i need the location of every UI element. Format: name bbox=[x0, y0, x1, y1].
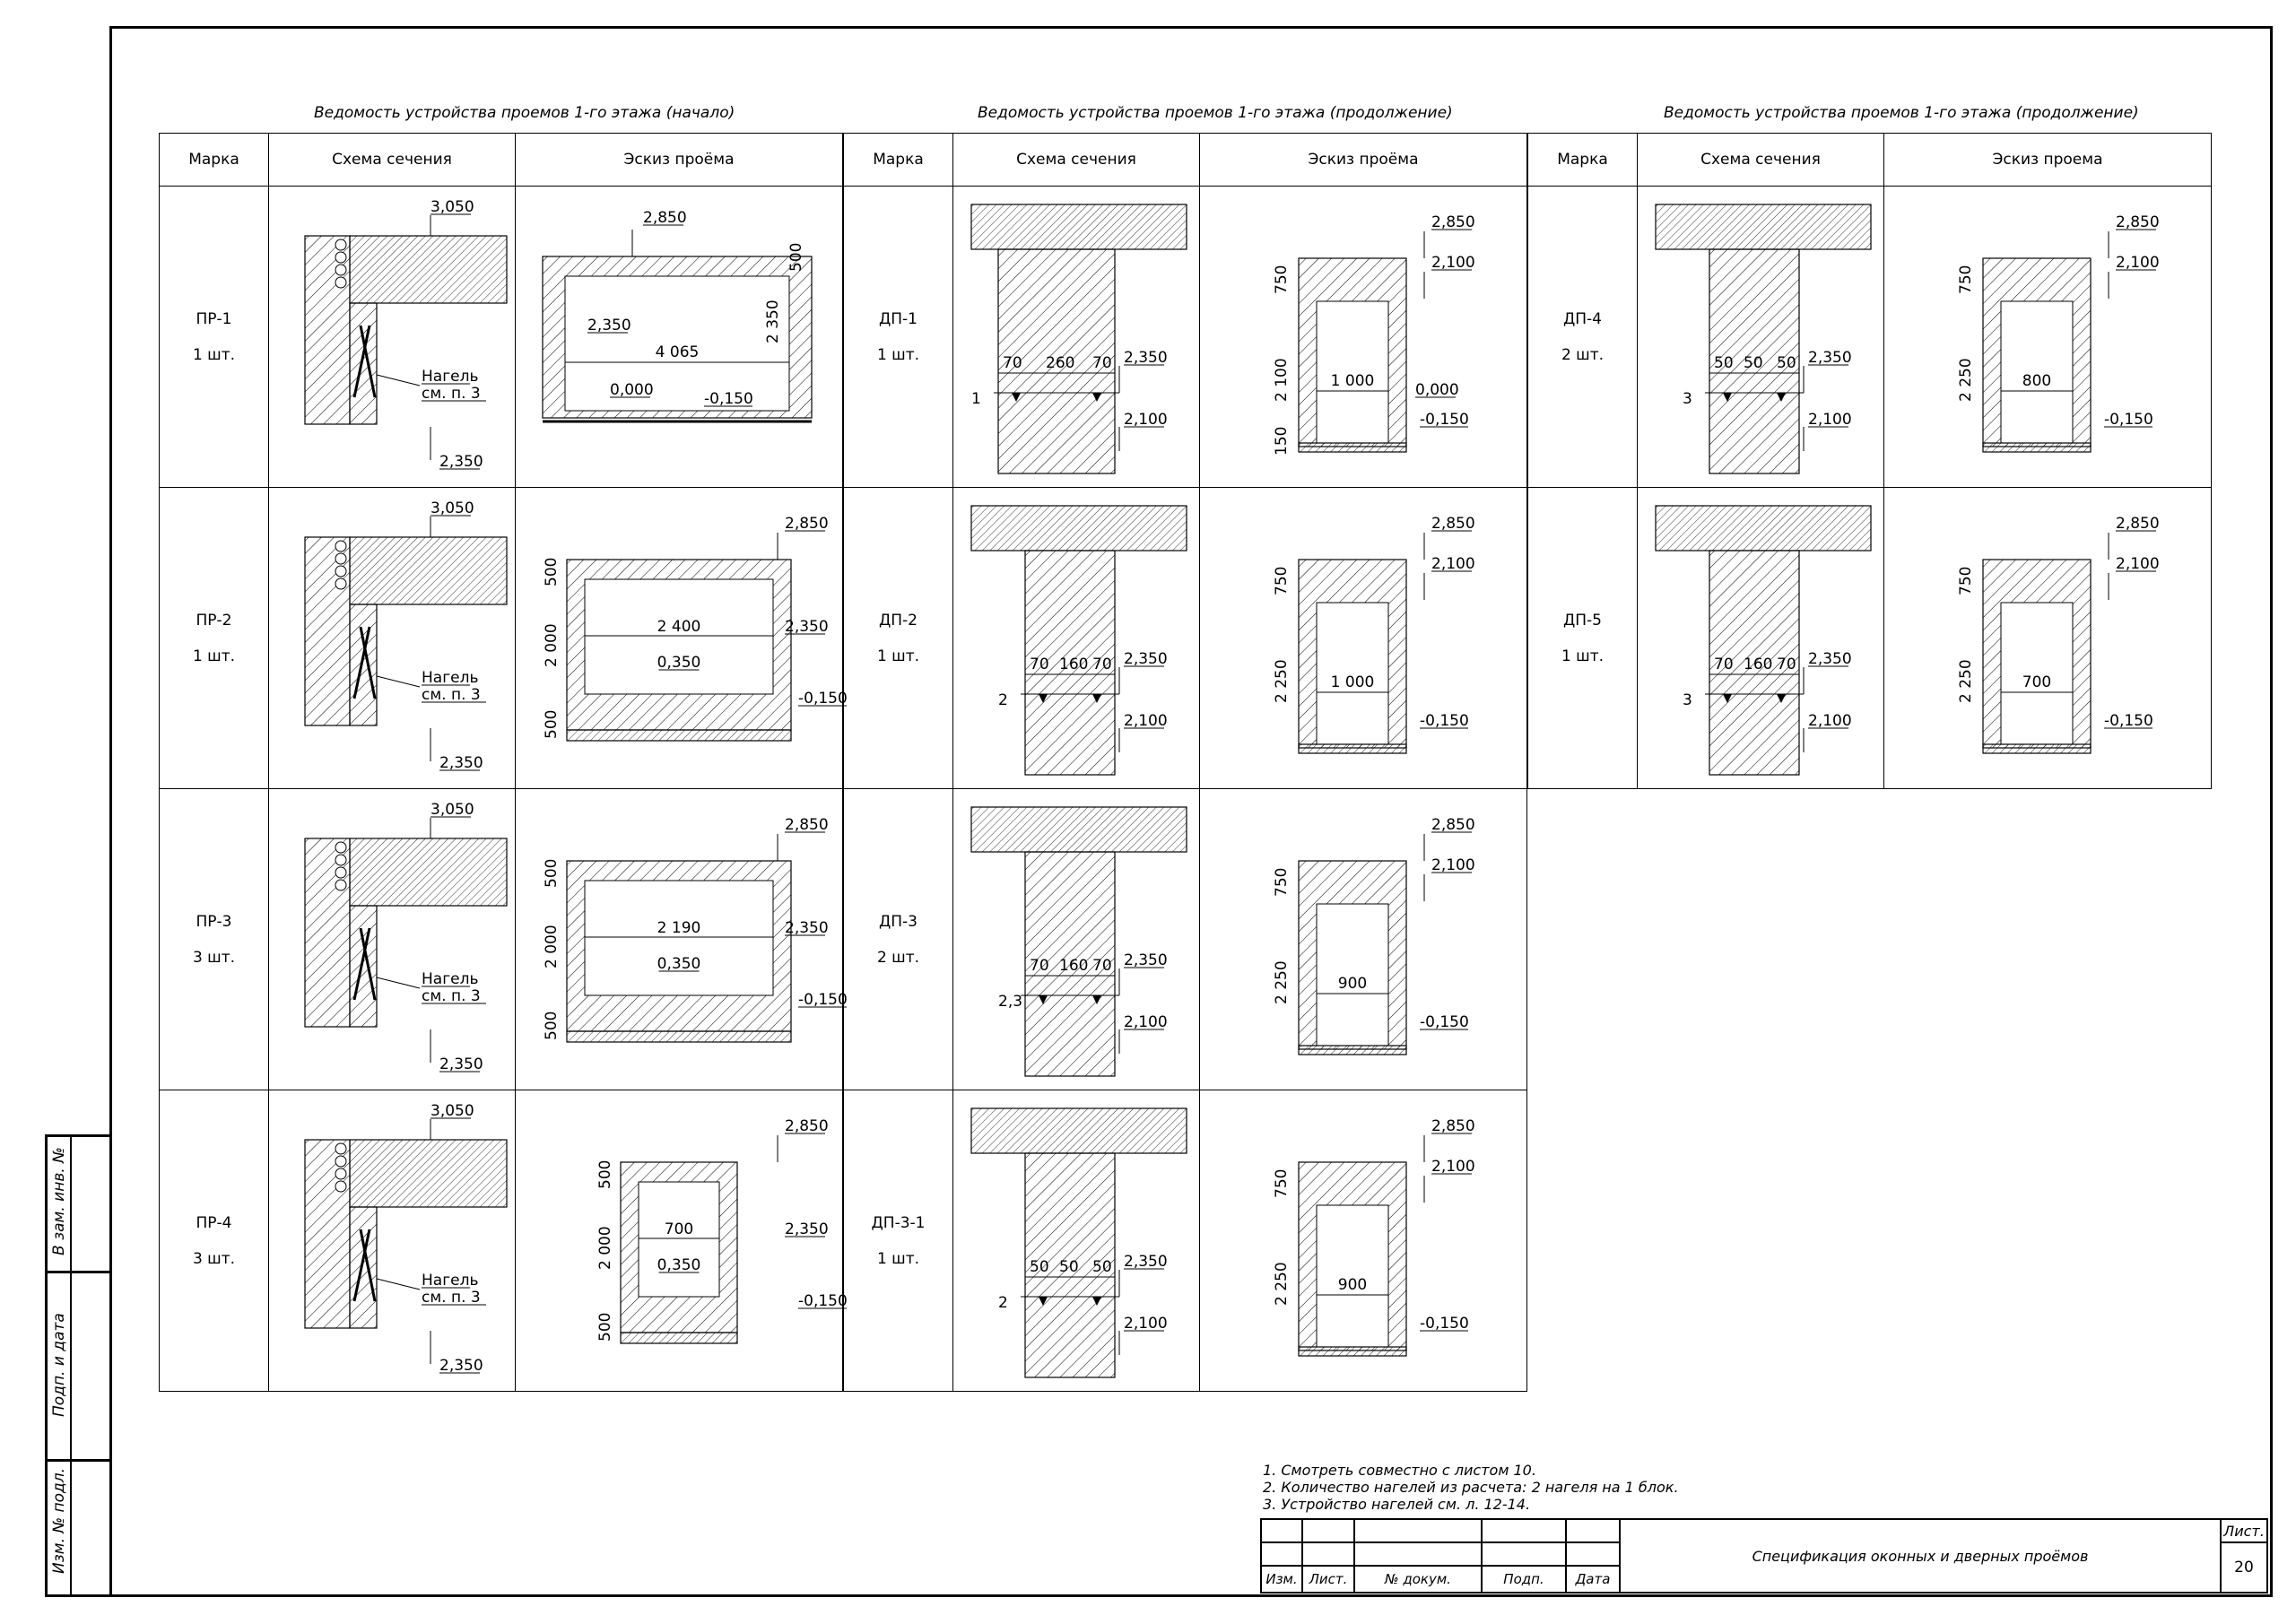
hatched-masonry bbox=[350, 1207, 377, 1328]
dimension-label: 500 bbox=[543, 709, 561, 739]
dimension-label: 2,850 bbox=[1431, 816, 1475, 834]
qty-label: 1 шт. bbox=[876, 1249, 920, 1268]
rebar-circle bbox=[335, 553, 346, 564]
dimension-label: 3,050 bbox=[430, 499, 474, 517]
table-row bbox=[1528, 488, 2212, 789]
dimension-label: 0,350 bbox=[657, 955, 701, 973]
dimension-label: Нагель bbox=[422, 368, 479, 386]
dimension-label: 2 250 bbox=[1273, 659, 1291, 703]
dimension-label: 3 bbox=[1683, 390, 1692, 408]
hatched-masonry bbox=[350, 537, 507, 604]
col-header: Марка bbox=[844, 134, 953, 187]
dimension-label: -0,150 bbox=[1420, 712, 1469, 730]
opening-sketch bbox=[516, 789, 848, 1090]
general-notes bbox=[1263, 1462, 1679, 1513]
hatched-masonry bbox=[350, 303, 377, 424]
dimension-label: 800 bbox=[2022, 372, 2052, 390]
dimension-label: 160 bbox=[1059, 957, 1089, 975]
dimension-label: 2,850 bbox=[643, 209, 687, 227]
table-row bbox=[844, 187, 1527, 488]
mark-label: ДП-3 bbox=[878, 912, 918, 931]
opening-sketch bbox=[1200, 187, 1526, 487]
col-header: Эскиз проёма bbox=[1200, 134, 1527, 187]
rebar-circle bbox=[335, 880, 346, 890]
dimension-label: 2,350 bbox=[1124, 1253, 1168, 1271]
dimension-label: 700 bbox=[2022, 673, 2052, 691]
dimension-label: 3,050 bbox=[430, 801, 474, 819]
opening-sketch bbox=[1884, 187, 2211, 487]
mark-label: ДП-3-1 bbox=[871, 1213, 926, 1232]
note-line: 1. Смотреть совместно с листом 10. bbox=[1263, 1462, 1536, 1479]
section-drawing bbox=[269, 187, 515, 487]
dimension-label: 2,100 bbox=[1431, 555, 1475, 573]
rebar-circle bbox=[335, 566, 346, 577]
dimension-label: 750 bbox=[1273, 1168, 1291, 1198]
hatched-masonry bbox=[350, 1140, 507, 1207]
hatched-masonry bbox=[1983, 443, 2091, 452]
section-drawing bbox=[269, 789, 515, 1090]
rebar-circle bbox=[335, 578, 346, 589]
table-row bbox=[844, 1090, 1527, 1392]
dimension-label: 70 bbox=[1092, 957, 1112, 975]
drawing-line bbox=[377, 375, 420, 386]
dimension-label: 0,000 bbox=[610, 381, 654, 399]
col-header: Марка bbox=[1528, 134, 1638, 187]
dimension-label: 160 bbox=[1059, 656, 1089, 673]
dimension-label: 2,850 bbox=[785, 515, 829, 533]
dimension-label: 500 bbox=[787, 242, 805, 272]
dimension-label: 2,350 bbox=[1808, 650, 1852, 668]
dimension-label: 4 065 bbox=[655, 343, 700, 361]
dimension-label: 2 100 bbox=[1273, 358, 1291, 402]
dimension-label: 2,850 bbox=[785, 1117, 829, 1135]
dimension-label: 750 bbox=[1957, 265, 1975, 294]
dimension-label: -0,150 bbox=[798, 991, 848, 1009]
hatched-masonry bbox=[1299, 1347, 1406, 1356]
qty-label: 2 шт. bbox=[876, 948, 920, 967]
dimension-label: 750 bbox=[1273, 265, 1291, 294]
dimension-label: см. п. 3 bbox=[422, 987, 481, 1005]
rebar-circle bbox=[335, 1143, 346, 1154]
opening-sketch bbox=[1200, 1090, 1526, 1391]
hatched-masonry bbox=[1299, 443, 1406, 452]
hatched-masonry bbox=[567, 1031, 791, 1042]
dimension-label: 70 bbox=[1003, 354, 1022, 372]
stamp-col: Лист. bbox=[1302, 1566, 1354, 1593]
qty-label: 1 шт. bbox=[876, 345, 920, 364]
dimension-label: 900 bbox=[1337, 1276, 1368, 1294]
col-header: Схема сечения bbox=[953, 134, 1200, 187]
rebar-circle bbox=[335, 842, 346, 853]
col-header: Схема сечения bbox=[1638, 134, 1884, 187]
title-block bbox=[1260, 1518, 2268, 1594]
mark-label: ПР-4 bbox=[196, 1213, 232, 1232]
dimension-label: Нагель bbox=[422, 669, 479, 687]
qty-label: 2 шт. bbox=[1561, 345, 1605, 364]
dimension-label: -0,150 bbox=[2104, 712, 2153, 730]
note-line: 2. Количество нагелей из расчета: 2 нагеля на 1 блок. bbox=[1263, 1479, 1679, 1496]
dimension-label: 50 bbox=[1092, 1258, 1112, 1276]
dimension-label: 2,100 bbox=[1431, 856, 1475, 874]
hatched-masonry bbox=[971, 506, 1187, 551]
table-row bbox=[1528, 187, 2212, 488]
dimension-label: 2,350 bbox=[1808, 349, 1852, 367]
dimension-label: 3,050 bbox=[430, 198, 474, 216]
dimension-label: 2 400 bbox=[657, 618, 701, 636]
dimension-label: 2 190 bbox=[657, 919, 701, 937]
dimension-label: 700 bbox=[664, 1220, 694, 1238]
hatched-masonry bbox=[1656, 506, 1871, 551]
stamp-col: Подп. bbox=[1482, 1566, 1566, 1593]
hatched-masonry bbox=[350, 838, 507, 906]
dimension-label: 2,850 bbox=[1431, 515, 1475, 533]
section-drawing bbox=[1638, 187, 1883, 487]
dimension-label: см. п. 3 bbox=[422, 686, 481, 704]
mark-label: ДП-2 bbox=[878, 611, 918, 630]
dimension-label: 50 bbox=[1059, 1258, 1079, 1276]
drawing-line bbox=[377, 1279, 420, 1290]
col-header: Эскиз проёма bbox=[516, 134, 843, 187]
dimension-label: 2,350 bbox=[785, 1220, 829, 1238]
dimension-label: 70 bbox=[1092, 656, 1112, 673]
dimension-label: 0,350 bbox=[657, 1256, 701, 1274]
dimension-label: 2,100 bbox=[2116, 555, 2160, 573]
dimension-label: см. п. 3 bbox=[422, 1289, 481, 1307]
hatched-masonry bbox=[1983, 744, 2091, 753]
section-drawing bbox=[953, 789, 1199, 1090]
dimension-label: 2,850 bbox=[2116, 515, 2160, 533]
dimension-label: 2,100 bbox=[1431, 1158, 1475, 1176]
table-row bbox=[160, 789, 843, 1090]
dimension-label: 2,350 bbox=[1124, 349, 1168, 367]
dimension-label: 70 bbox=[1030, 656, 1049, 673]
rebar-circle bbox=[335, 1181, 346, 1192]
schedule-table-2 bbox=[843, 133, 1527, 1392]
dimension-label: 2,100 bbox=[1124, 411, 1168, 429]
section-drawing bbox=[953, 488, 1199, 788]
opening-sketch bbox=[516, 488, 848, 788]
dimension-label: -0,150 bbox=[798, 1292, 848, 1310]
table-row bbox=[160, 187, 843, 488]
stamp-col: Дата bbox=[1566, 1566, 1620, 1593]
dimension-label: 2,350 bbox=[785, 618, 829, 636]
hatched-masonry bbox=[305, 236, 350, 424]
stamp-col: Изм. bbox=[1261, 1566, 1302, 1593]
dimension-label: 2 250 bbox=[1273, 1262, 1291, 1306]
sheet-number: 20 bbox=[2221, 1542, 2267, 1593]
dimension-label: 750 bbox=[1273, 566, 1291, 595]
dimension-label: 1 000 bbox=[1330, 372, 1375, 390]
dimension-label: 0,000 bbox=[1415, 381, 1459, 399]
dimension-label: 2 250 bbox=[1273, 960, 1291, 1004]
opening-sketch bbox=[516, 187, 842, 487]
section-drawing bbox=[953, 1090, 1199, 1391]
table-row bbox=[844, 488, 1527, 789]
schedule-table-3 bbox=[1527, 133, 2212, 789]
dimension-label: 1 bbox=[971, 390, 981, 408]
hatched-masonry bbox=[567, 730, 791, 741]
drawing-line bbox=[377, 977, 420, 988]
dimension-label: 2,850 bbox=[2116, 213, 2160, 231]
schedule-title-1: Ведомость устройства проемов 1-го этажа (начало) bbox=[314, 104, 735, 122]
dimension-label: 2,100 bbox=[1431, 254, 1475, 272]
qty-label: 3 шт. bbox=[192, 1249, 236, 1268]
dimension-label: -0,150 bbox=[1420, 411, 1469, 429]
hatched-masonry bbox=[350, 906, 377, 1027]
opening-sketch bbox=[516, 1090, 848, 1391]
hatched-masonry bbox=[305, 838, 350, 1027]
schedule-title-2: Ведомость устройства проемов 1-го этажа (продолжение) bbox=[978, 104, 1453, 122]
dimension-label: 2,350 bbox=[439, 453, 483, 471]
dimension-label: 70 bbox=[1714, 656, 1734, 673]
dimension-label: 500 bbox=[543, 1011, 561, 1040]
dimension-label: 500 bbox=[543, 557, 561, 586]
dimension-label: 2 250 bbox=[1957, 659, 1975, 703]
dimension-label: Нагель bbox=[422, 970, 479, 988]
mark-label: ПР-2 bbox=[196, 611, 232, 630]
dimension-label: 2 350 bbox=[764, 300, 782, 343]
dimension-label: 2 bbox=[998, 1294, 1008, 1312]
dimension-label: 2,350 bbox=[785, 919, 829, 937]
opening bbox=[639, 1182, 719, 1297]
dimension-label: 50 bbox=[1030, 1258, 1049, 1276]
dimension-label: 2,350 bbox=[439, 1055, 483, 1073]
table-row bbox=[844, 789, 1527, 1090]
dimension-label: 2,350 bbox=[439, 754, 483, 772]
opening-sketch bbox=[1200, 789, 1526, 1090]
dimension-label: 160 bbox=[1744, 656, 1773, 673]
dimension-label: 0,350 bbox=[657, 654, 701, 672]
dimension-label: 2 000 bbox=[596, 1226, 614, 1270]
col-header: Эскиз проема bbox=[1884, 134, 2212, 187]
qty-label: 3 шт. bbox=[192, 948, 236, 967]
dimension-label: 2 bbox=[998, 691, 1008, 709]
dimension-label: 50 bbox=[1777, 354, 1796, 372]
schedule-table-1 bbox=[159, 133, 848, 1392]
rebar-circle bbox=[335, 867, 346, 878]
rebar-circle bbox=[335, 1156, 346, 1167]
dimension-label: 1 000 bbox=[1330, 673, 1375, 691]
dimension-label: 2,100 bbox=[1124, 1013, 1168, 1031]
hatched-masonry bbox=[350, 604, 377, 725]
dimension-label: -0,150 bbox=[1420, 1013, 1469, 1031]
dimension-label: 500 bbox=[596, 1312, 614, 1342]
dimension-label: 2 000 bbox=[543, 623, 561, 667]
dimension-label: 70 bbox=[1030, 957, 1049, 975]
hatched-masonry bbox=[1299, 1046, 1406, 1055]
dimension-label: 2,100 bbox=[2116, 254, 2160, 272]
section-drawing bbox=[269, 488, 515, 788]
mark-label: ПР-3 bbox=[196, 912, 232, 931]
side-label-sign: Подп. и дата bbox=[50, 1313, 68, 1417]
qty-label: 1 шт. bbox=[192, 345, 236, 364]
dimension-label: 3 bbox=[1683, 691, 1692, 709]
note-line: 3. Устройство нагелей см. л. 12-14. bbox=[1263, 1496, 1531, 1513]
side-label-inv: В зам. инв. № bbox=[50, 1147, 68, 1255]
dimension-label: 2,850 bbox=[785, 816, 829, 834]
schedule-title-3: Ведомость устройства проемов 1-го этажа (продолжение) bbox=[1664, 104, 2139, 122]
drawing-title: Спецификация оконных и дверных проёмов bbox=[1620, 1519, 2221, 1593]
mark-label: ДП-1 bbox=[878, 309, 918, 328]
rebar-circle bbox=[335, 1168, 346, 1179]
dimension-label: 2,3 bbox=[998, 993, 1023, 1011]
dimension-label: 2,350 bbox=[1124, 650, 1168, 668]
opening-sketch bbox=[1884, 488, 2211, 788]
opening bbox=[585, 579, 773, 694]
sheet-label: Лист. bbox=[2221, 1519, 2267, 1542]
mark-label: ДП-4 bbox=[1562, 309, 1602, 328]
dimension-label: 2,350 bbox=[587, 317, 631, 334]
opening-sketch bbox=[1200, 488, 1526, 788]
mark-label: ДП-5 bbox=[1562, 611, 1602, 630]
dimension-label: 2 250 bbox=[1957, 358, 1975, 402]
hatched-masonry bbox=[1656, 204, 1871, 249]
section-drawing bbox=[269, 1090, 515, 1391]
rebar-circle bbox=[335, 277, 346, 288]
hatched-masonry bbox=[971, 204, 1187, 249]
side-label-orig: Изм. № подл. bbox=[50, 1467, 68, 1574]
dimension-label: Нагель bbox=[422, 1272, 479, 1290]
hatched-masonry bbox=[971, 1108, 1187, 1153]
qty-label: 1 шт. bbox=[876, 647, 920, 665]
dimension-label: 2,100 bbox=[1808, 712, 1852, 730]
section-drawing bbox=[1638, 488, 1883, 788]
dimension-label: 2,350 bbox=[1124, 951, 1168, 969]
dimension-label: 150 bbox=[1273, 426, 1291, 456]
dimension-label: 70 bbox=[1092, 354, 1112, 372]
dimension-label: 3,050 bbox=[430, 1102, 474, 1120]
qty-label: 1 шт. bbox=[192, 647, 236, 665]
col-header: Схема сечения bbox=[269, 134, 516, 187]
rebar-circle bbox=[335, 239, 346, 250]
dimension-label: 260 bbox=[1046, 354, 1075, 372]
rebar-circle bbox=[335, 252, 346, 263]
qty-label: 1 шт. bbox=[1561, 647, 1605, 665]
hatched-masonry bbox=[305, 537, 350, 725]
dimension-label: -0,150 bbox=[1420, 1315, 1469, 1333]
mark-label: ПР-1 bbox=[196, 309, 232, 328]
rebar-circle bbox=[335, 541, 346, 551]
dimension-label: 2,850 bbox=[1431, 1117, 1475, 1135]
hatched-masonry bbox=[621, 1333, 737, 1343]
dimension-label: 750 bbox=[1957, 566, 1975, 595]
dimension-label: 50 bbox=[1744, 354, 1763, 372]
dimension-label: 500 bbox=[596, 1159, 614, 1189]
hatched-masonry bbox=[1299, 744, 1406, 753]
stamp-col: № докум. bbox=[1354, 1566, 1482, 1593]
dimension-label: 500 bbox=[543, 858, 561, 888]
hatched-masonry bbox=[971, 807, 1187, 852]
dimension-label: 70 bbox=[1777, 656, 1796, 673]
rebar-circle bbox=[335, 855, 346, 865]
opening bbox=[585, 881, 773, 995]
hatched-masonry bbox=[350, 236, 507, 303]
dimension-label: 2,100 bbox=[1124, 1315, 1168, 1333]
dimension-label: 2,100 bbox=[1808, 411, 1852, 429]
dimension-label: см. п. 3 bbox=[422, 385, 481, 403]
hatched-masonry bbox=[305, 1140, 350, 1328]
dimension-label: 2,100 bbox=[1124, 712, 1168, 730]
drawing-line bbox=[377, 676, 420, 687]
dimension-label: 2,850 bbox=[1431, 213, 1475, 231]
dimension-label: 50 bbox=[1714, 354, 1734, 372]
dimension-label: -0,150 bbox=[704, 390, 753, 408]
dimension-label: 900 bbox=[1337, 975, 1368, 993]
section-drawing bbox=[953, 187, 1199, 487]
dimension-label: -0,150 bbox=[2104, 411, 2153, 429]
rebar-circle bbox=[335, 265, 346, 275]
col-header: Марка bbox=[160, 134, 269, 187]
dimension-label: -0,150 bbox=[798, 690, 848, 708]
table-row bbox=[160, 1090, 843, 1392]
table-row bbox=[160, 488, 843, 789]
dimension-label: 750 bbox=[1273, 867, 1291, 897]
dimension-label: 2,350 bbox=[439, 1357, 483, 1375]
dimension-label: 2 000 bbox=[543, 925, 561, 968]
